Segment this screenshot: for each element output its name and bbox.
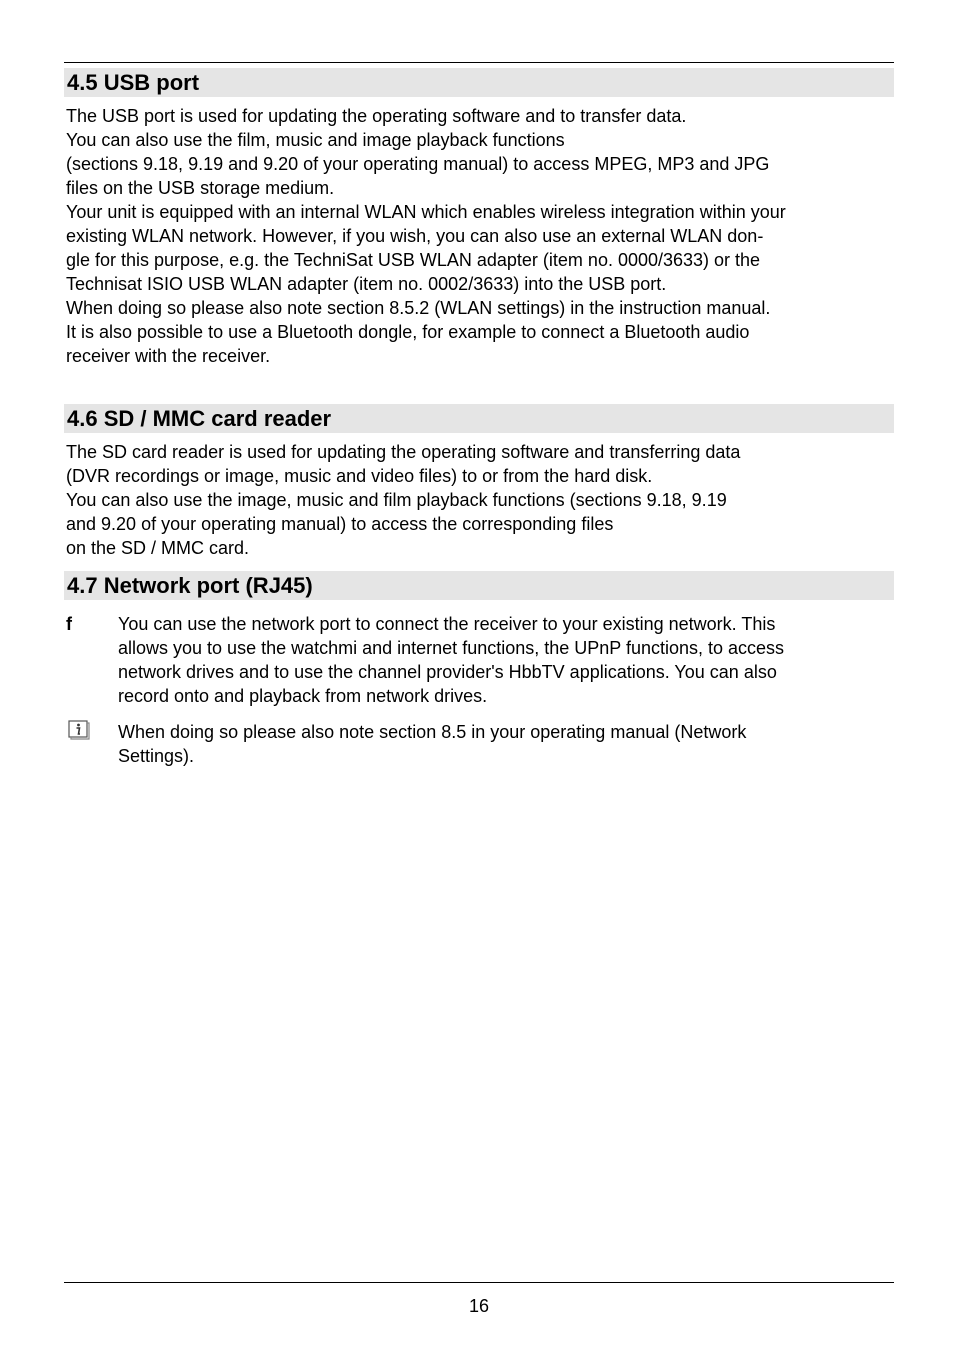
- text-line: existing WLAN network. However, if you wish, you can also use an external WLAN don-: [66, 226, 764, 246]
- usb-port-paragraph: [66, 104, 896, 368]
- bullet-marker: f: [66, 614, 72, 634]
- text-line: on the SD / MMC card.: [66, 538, 250, 558]
- section-heading-usb-port: [64, 68, 894, 97]
- text-line: You can also use the film, music and image playback functions: [66, 130, 565, 150]
- text-line: Your unit is equipped with an internal WLAN which enables wireless integration within your: [66, 202, 786, 222]
- text-line: It is also possible to use a Bluetooth dongle, for example to connect a Bluetooth audio: [66, 322, 750, 342]
- text-line: allows you to use the watchmi and internet functions, the UPnP functions, to access: [118, 638, 785, 658]
- text-line: gle for this purpose, e.g. the TechniSat USB WLAN adapter (item no. 0000/3633) or the: [66, 250, 761, 270]
- text-line: When doing so please also note section 8.5.2 (WLAN settings) in the instruction manual.: [66, 298, 771, 318]
- text-line: and 9.20 of your operating manual) to access the corresponding files: [66, 514, 614, 534]
- heading-network-port-text: 4.7 Network port (RJ45): [67, 573, 313, 598]
- text-line: (sections 9.18, 9.19 and 9.20 of your operating manual) to access MPEG, MP3 and JPG: [66, 154, 770, 174]
- sd-card-reader-paragraph: [66, 440, 896, 560]
- text-line: You can use the network port to connect the receiver to your existing network. This: [118, 614, 776, 634]
- section-heading-sd-card-reader: [64, 404, 894, 433]
- info-icon: [68, 720, 90, 740]
- text-line: The USB port is used for updating the operating software and to transfer data.: [66, 106, 687, 126]
- bottom-rule: [64, 1282, 894, 1283]
- text-line: (DVR recordings or image, music and video files) to or from the hard disk.: [66, 466, 653, 486]
- text-line: The SD card reader is used for updating the operating software and transferring data: [66, 442, 741, 462]
- network-info-text: [118, 720, 746, 768]
- text-line: Settings).: [118, 746, 195, 766]
- heading-sd-card-reader-text: 4.6 SD / MMC card reader: [67, 406, 332, 431]
- text-line: files on the USB storage medium.: [66, 178, 335, 198]
- text-line: When doing so please also note section 8.5 in your operating manual (Network: [118, 722, 747, 742]
- section-heading-network-port: [64, 571, 894, 600]
- text-line: receiver with the receiver.: [66, 346, 271, 366]
- text-line: record onto and playback from network drives.: [118, 686, 488, 706]
- page-number: 16: [468, 1296, 490, 1316]
- network-bullet-text: [118, 612, 784, 708]
- heading-usb-port-text: 4.5 USB port: [67, 70, 200, 95]
- top-rule: [64, 62, 894, 63]
- text-line: network drives and to use the channel provider's HbbTV applications. You can also: [118, 662, 777, 682]
- text-line: Technisat ISIO USB WLAN adapter (item no. 0002/3633) into the USB port.: [66, 274, 667, 294]
- text-line: You can also use the image, music and film playback functions (sections 9.18, 9.19: [66, 490, 727, 510]
